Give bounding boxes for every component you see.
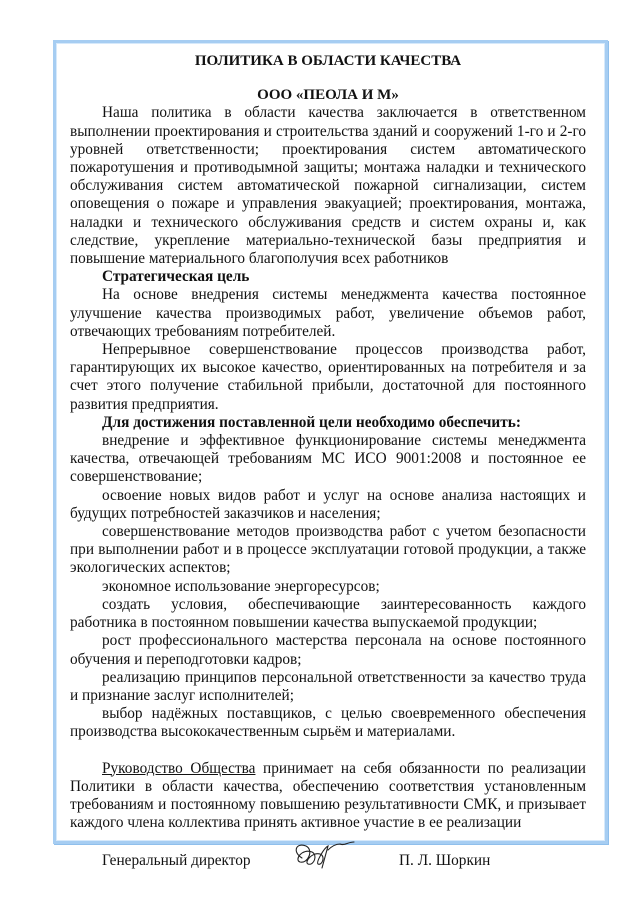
intro-paragraph: Наша политика в области качества заключается в ответственном выполнении проектирования и строительства зданий и сооружений 1-го и 2-го уровней ответственности; проектирования систем автоматического пожаротушения и противодымной защиты; монтажа наладки и технического обслуживания систем автоматической пожарной сигнализации, систем оповещения о пожаре и управления эвакуацией; проектирования, монтажа, наладки и технического обслуживания средств и систем охраны и, как следствие, укрепление материально-технической базы предприятия и повышение материального благополучия всех работников — [70, 104, 586, 268]
company-name: ООО «ПЕОЛА И М» — [257, 87, 399, 104]
goal-item: рост профессионального мастерства персонала на основе постоянного обучения и переподготовки кадров; — [70, 632, 586, 668]
document-body — [70, 50, 586, 884]
goal-item: внедрение и эффективное функционирование системы менеджмента качества, отвечающей требованиям МС ИСО 9001:2008 и постоянное ее совершенствование; — [70, 432, 586, 486]
goal-item: экономное использование энергоресурсов; — [102, 577, 380, 595]
closing-underlined: Руководство Общества — [102, 759, 256, 777]
signature-row — [70, 844, 586, 884]
strategic-heading: Стратегическая цель — [102, 268, 250, 286]
signatory-role: Генеральный директор — [102, 852, 251, 870]
goal-item: реализацию принципов персональной ответственности за качество труда и признание заслуг исполнителей; — [70, 668, 586, 704]
goal-item: совершенствование методов производства работ с учетом безопасности при выполнении работ и в процессе эксплуатации готовой продукции, а также экологических аспектов; — [70, 523, 586, 577]
strategic-paragraph: На основе внедрения системы менеджмента качества постоянное улучшение качества производимых работ, увеличение объемов работ, отвечающих требованиям потребителей. — [70, 286, 586, 340]
goal-item: освоение новых видов работ и услуг на основе анализа настоящих и будущих потребностей заказчиков и населения; — [70, 486, 586, 522]
spacer — [70, 742, 586, 760]
closing-paragraph — [70, 760, 586, 833]
strategic-paragraph: Непрерывное совершенствование процессов производства работ, гарантирующих их высокое качество, ориентированных на потребителя и за счет этого получение стабильной прибыли, достаточной для постоянного развития предприятия. — [70, 341, 586, 413]
goals-heading: Для достижения поставленной цели необходимо обеспечить: — [102, 413, 521, 431]
signatory-name: П. Л. Шоркин — [399, 852, 491, 870]
goal-item: создать условия, обеспечивающие заинтересованность каждого работника в постоянном повышении качества выпускаемой продукции; — [70, 595, 586, 632]
goal-item: выбор надёжных поставщиков, с целью своевременного обеспечения производства высококачественным сырьём и материалами. — [70, 705, 586, 741]
closing-text: принимает на себя обязанности по реализации Политики в области качества, обеспечению соответствия установленным требованиям и постоянному повышению результативности СМК, и призывает каждого члена коллектива принять активное участие в ее реализации — [70, 759, 586, 832]
signature-icon — [288, 838, 358, 872]
document-title: ПОЛИТИКА В ОБЛАСТИ КАЧЕСТВА — [194, 53, 462, 69]
